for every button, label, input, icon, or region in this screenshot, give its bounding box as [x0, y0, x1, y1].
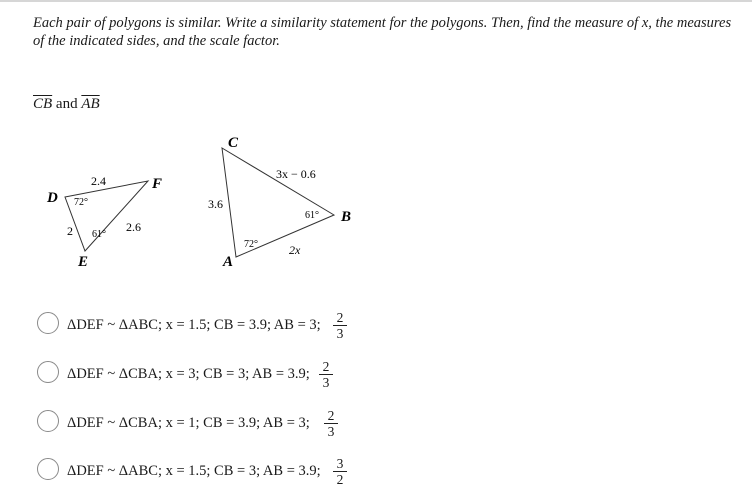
side-ca-label: 3.6 [208, 197, 223, 211]
fraction-numerator: 3 [333, 456, 347, 472]
vertex-b-label: B [341, 209, 352, 225]
fraction-denominator: 3 [336, 326, 344, 341]
fraction-numerator: 2 [319, 359, 333, 375]
fraction-denominator: 3 [322, 375, 330, 390]
radio-button[interactable] [37, 410, 59, 432]
scale-factor-fraction [333, 456, 347, 487]
radio-button[interactable] [37, 458, 59, 480]
angle-e-label: 61° [92, 229, 106, 240]
fraction-denominator: 3 [327, 424, 335, 439]
option-text: ΔDEF ~ ΔCBA; x = 3; CB = 3; AB = 3.9; [67, 366, 310, 382]
side-df-label: 2.4 [91, 174, 106, 188]
vertex-c-label: C [228, 135, 239, 151]
vertex-f-label: F [152, 176, 163, 192]
triangles-figure [0, 120, 400, 280]
answer-option-3[interactable] [37, 406, 437, 440]
side-cb-label: 3x − 0.6 [276, 167, 316, 181]
fraction-denominator: 2 [336, 472, 344, 487]
side-ef-label: 2.6 [126, 220, 141, 234]
angle-b-label: 61° [305, 210, 319, 221]
option-label [67, 310, 344, 341]
option-text: ΔDEF ~ ΔCBA; x = 1; CB = 3.9; AB = 3; [67, 415, 310, 431]
vertex-e-label: E [78, 254, 89, 270]
side-ab-label: 2x [289, 243, 301, 257]
vertex-d-label: D [47, 190, 58, 206]
side-de-label: 2 [67, 224, 73, 238]
fraction-numerator: 2 [333, 310, 347, 326]
question-instructions: Each pair of polygons is similar. Write a similarity statement for the polygons. Then, find the measure of x, the measures of the indicated sides, and the scale factor. [33, 15, 732, 49]
angle-a-label: 72° [244, 239, 258, 250]
vertex-a-label: A [223, 254, 234, 270]
fraction-numerator: 2 [324, 408, 338, 424]
option-label [67, 456, 344, 487]
answer-option-1[interactable] [37, 308, 437, 342]
option-label [67, 408, 335, 439]
answer-option-2[interactable] [37, 357, 437, 391]
triangle-abc [222, 148, 334, 257]
segment-cb-label: $\overline{CB}$ [33, 96, 53, 112]
radio-button[interactable] [37, 312, 59, 334]
triangle-def [65, 181, 148, 251]
answer-option-4[interactable] [37, 454, 437, 488]
segment-ab-label: $\overline{AB}$ [81, 96, 100, 112]
radio-button[interactable] [37, 361, 59, 383]
top-divider [0, 0, 752, 2]
scale-factor-fraction [333, 310, 347, 341]
option-label [67, 359, 330, 390]
option-text: ΔDEF ~ ΔABC; x = 1.5; CB = 3.9; AB = 3; [67, 317, 321, 333]
option-text: ΔDEF ~ ΔABC; x = 1.5; CB = 3; AB = 3.9; [67, 463, 321, 479]
and-label: and [55, 96, 78, 112]
angle-d-label: 72° [74, 197, 88, 208]
scale-factor-fraction [324, 408, 338, 439]
indicated-sides [33, 96, 100, 113]
scale-factor-fraction [319, 359, 333, 390]
